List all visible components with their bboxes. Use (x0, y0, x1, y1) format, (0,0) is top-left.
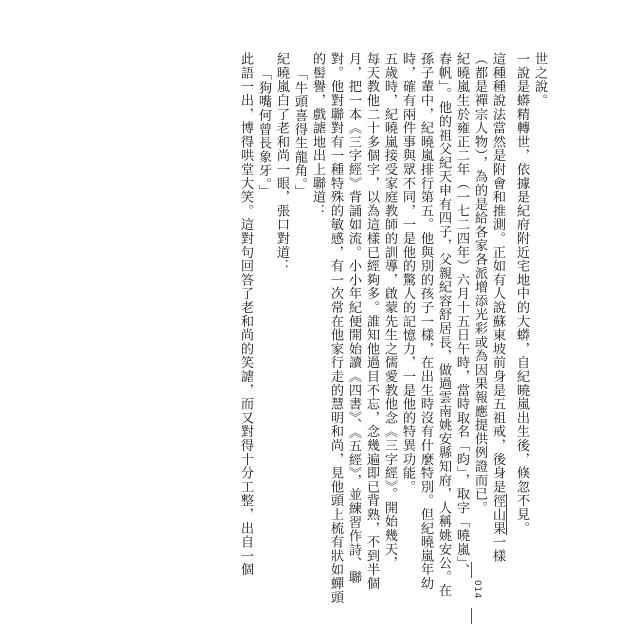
text-column: 的髻譽，戲謔地出上聯道： (310, 52, 325, 218)
text-column: 紀曉嵐白了老和尚一眼，張口對道： (274, 52, 289, 273)
text-column: 一說是蟒精轉世，依據是紀府附近宅地中的大蟒，自紀曉嵐出生後，倏忽不見。 (514, 52, 529, 535)
underlined-text: 徑山果 (490, 493, 505, 536)
text-column: 此語一出，博得哄堂大笑。這對句回答了老和尚的笑謔，而又對得十分工整，出自一個 (238, 52, 253, 577)
couplet-line: 「牛頭喜得生龍角。」 (292, 66, 307, 198)
text-column: 世之說。 (532, 52, 547, 108)
page-number-area (462, 562, 482, 626)
text-column: 春帆」。他的祖父紀天申有四子，父親紀容舒居長，做過雲南姚安縣知府，人稱姚安公。在 (436, 52, 451, 598)
page-number-rule-top (471, 562, 472, 578)
text-column: 時，確有兩件事與眾不同，一是他的驚人的記憶力，一是他的特異功能。 (400, 52, 415, 494)
text-segment: 一樣 (490, 535, 505, 563)
text-column: 對。他對聯對有一種特殊的敏感，有一次常在他家行走的慧明和尚，見他頭上梳有狀如蟬頭 (328, 52, 343, 604)
couplet-line: 「狗嘴何曾長象牙。」 (256, 66, 271, 198)
text-column (488, 52, 506, 572)
text-column: 紀曉嵐生於雍正二年（一七二四年）六月十五日午時，當時取名「昀」，取字「曉嵐」、 (454, 52, 469, 577)
text-column: 五歲時，紀曉嵐接受家庭教師的訓導，啟蒙先生之儒愛教他念《三字經》。開始幾天， (382, 52, 397, 570)
text-column: （都是禪宗人物），為的是給各家各派增添光彩或為因果報應提供例證而已。 (472, 52, 487, 515)
text-column: 月，把一本《三字經》背誦如流。小小年紀便開始讀《四書》、《五經》，並練習作詩、聯 (346, 52, 361, 585)
page-number-rule-bottom (471, 608, 472, 624)
text-column: 每天教他二十多個字，以為這樣已經夠多。誰知他過目不忘，念幾遍即已背熟，不到半個 (364, 52, 379, 591)
page-number: 014 (472, 580, 482, 599)
text-segment: 這種種說法當然是附會和推測。正如有人說蘇東坡前身是五祖戒，後身是 (490, 52, 505, 494)
text-column: 孫子輩中，紀曉嵐排行第五。他與別的孩子一樣，在出生時沒有什麼特別。但紀曉嵐年幼 (418, 52, 433, 591)
